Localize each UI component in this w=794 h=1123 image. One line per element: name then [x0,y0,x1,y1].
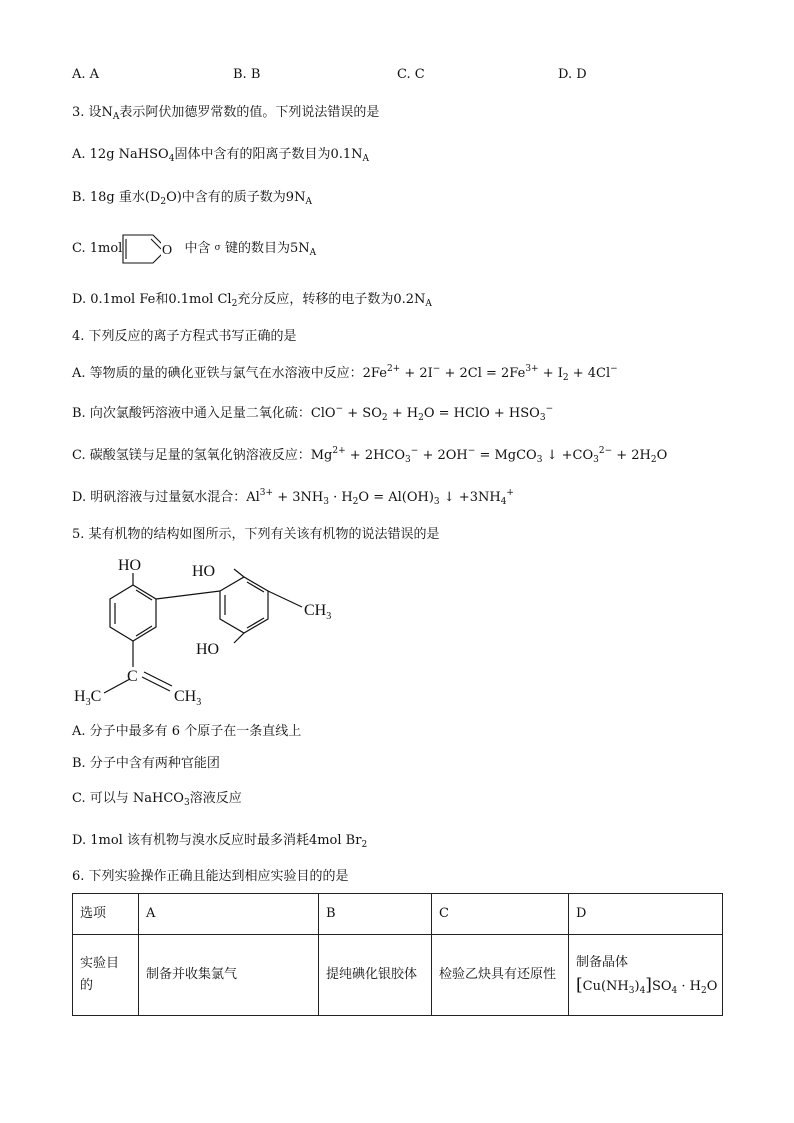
table-header-row [73,894,723,935]
q3-option-c: C. 1mol 中含 $^\sigma$ 键的数目为$5N_A$ [72,241,317,258]
q3-option-d: D. 0.1mol Fe和0.1mol $Cl_2$充分反应，转移的电子数为$0.2N_A$ [72,292,432,309]
table-row [73,935,723,1016]
svg-text:C: C [127,668,138,685]
q6-stem: 6. 下列实验操作正确且能达到相应实验目的的是 [72,869,349,884]
svg-text:O: O [162,243,173,258]
table-cell: 提纯碘化银胶体 [319,935,432,1016]
experiment-table [72,893,723,1016]
row-label: 实验目的 [73,935,139,1016]
q3-stem: 3. 设$N_A$表示阿伏加德罗常数的值。下列说法错误的是 [72,105,380,122]
option-b: B. B [233,67,261,82]
table-cell: 检验乙炔具有还原性 [432,935,569,1016]
header-cell: 选项 [73,894,139,935]
organic-molecule-structure [70,555,360,715]
q4-option-a: A. 等物质的量的碘化亚铁与氯气在水溶液中反应：$2Fe^{2+} + 2I^- + 2Cl = 2Fe^{3+} + I_2 + 4Cl^-$ [72,364,618,383]
option-a: A. A [72,67,100,82]
q5-option-c: C. 可以与 NaHCO$_3$溶液反应 [72,791,242,808]
svg-text:HO: HO [118,557,142,574]
q4-stem: 4. 下列反应的离子方程式书写正确的是 [72,329,297,344]
q4-option-b: B. 向次氯酸钙溶液中通入足量二氧化硫：$ClO^- + SO_2 + H_2O$ = HClO + $HSO_3^-$ [72,404,554,423]
svg-text:HO: HO [196,641,220,658]
q3-option-b: B. 18g 重水$(D_2O)$中含有的质子数为$9N_A$ [72,190,312,207]
svg-text:H3C: $H_3C$ [74,688,102,708]
table-cell: 制备晶体 $[Cu(NH_3)_4]SO_4 \cdot H_2O$ [569,935,723,1016]
header-cell: B [319,894,432,935]
option-d: D. D [558,67,587,82]
q2-options [72,67,722,85]
header-cell: C [432,894,569,935]
q5-option-b: B. 分子中含有两种官能团 [72,756,220,771]
q4-option-d: D. 明矾溶液与过量氨水混合：$Al^{3+} + 3NH_3 \cdot H_2O = Al(OH)_3$ ↓ $+3NH_4^+$ [72,488,514,507]
q4-option-c: C. 碳酸氢镁与足量的氢氧化钠溶液反应：$Mg^{2+} + 2HCO_3^- + 2OH^-$ = MgCO$_3$ ↓ $+CO_3^{2-} + 2H_2O$ [72,446,668,465]
q5-option-a: A. 分子中最多有 6 个原子在一条直线上 [72,724,302,739]
crystal-formula: $[Cu(NH_3)_4]SO_4 \cdot H_2O$ [576,975,718,996]
svg-text:HO: HO [192,563,216,580]
option-c: C. C [397,67,425,82]
header-cell: D [569,894,723,935]
header-cell: A [139,894,319,935]
table-cell: 制备并收集氯气 [139,935,319,1016]
svg-text:CH3: $CH_3$ [304,602,332,622]
q5-stem: 5. 某有机物的结构如图所示，下列有关该有机物的说法错误的是 [72,527,440,542]
svg-text:CH3: $CH_3$ [174,688,202,708]
furan-structure [117,227,177,271]
q5-option-d: D. 1mol 该有机物与溴水反应时最多消耗4mol $Br_2$ [72,833,368,850]
q3-option-a: A. 12g NaHSO$_4$固体中含有的阳离子数目为$0.1N_A$ [72,147,369,164]
